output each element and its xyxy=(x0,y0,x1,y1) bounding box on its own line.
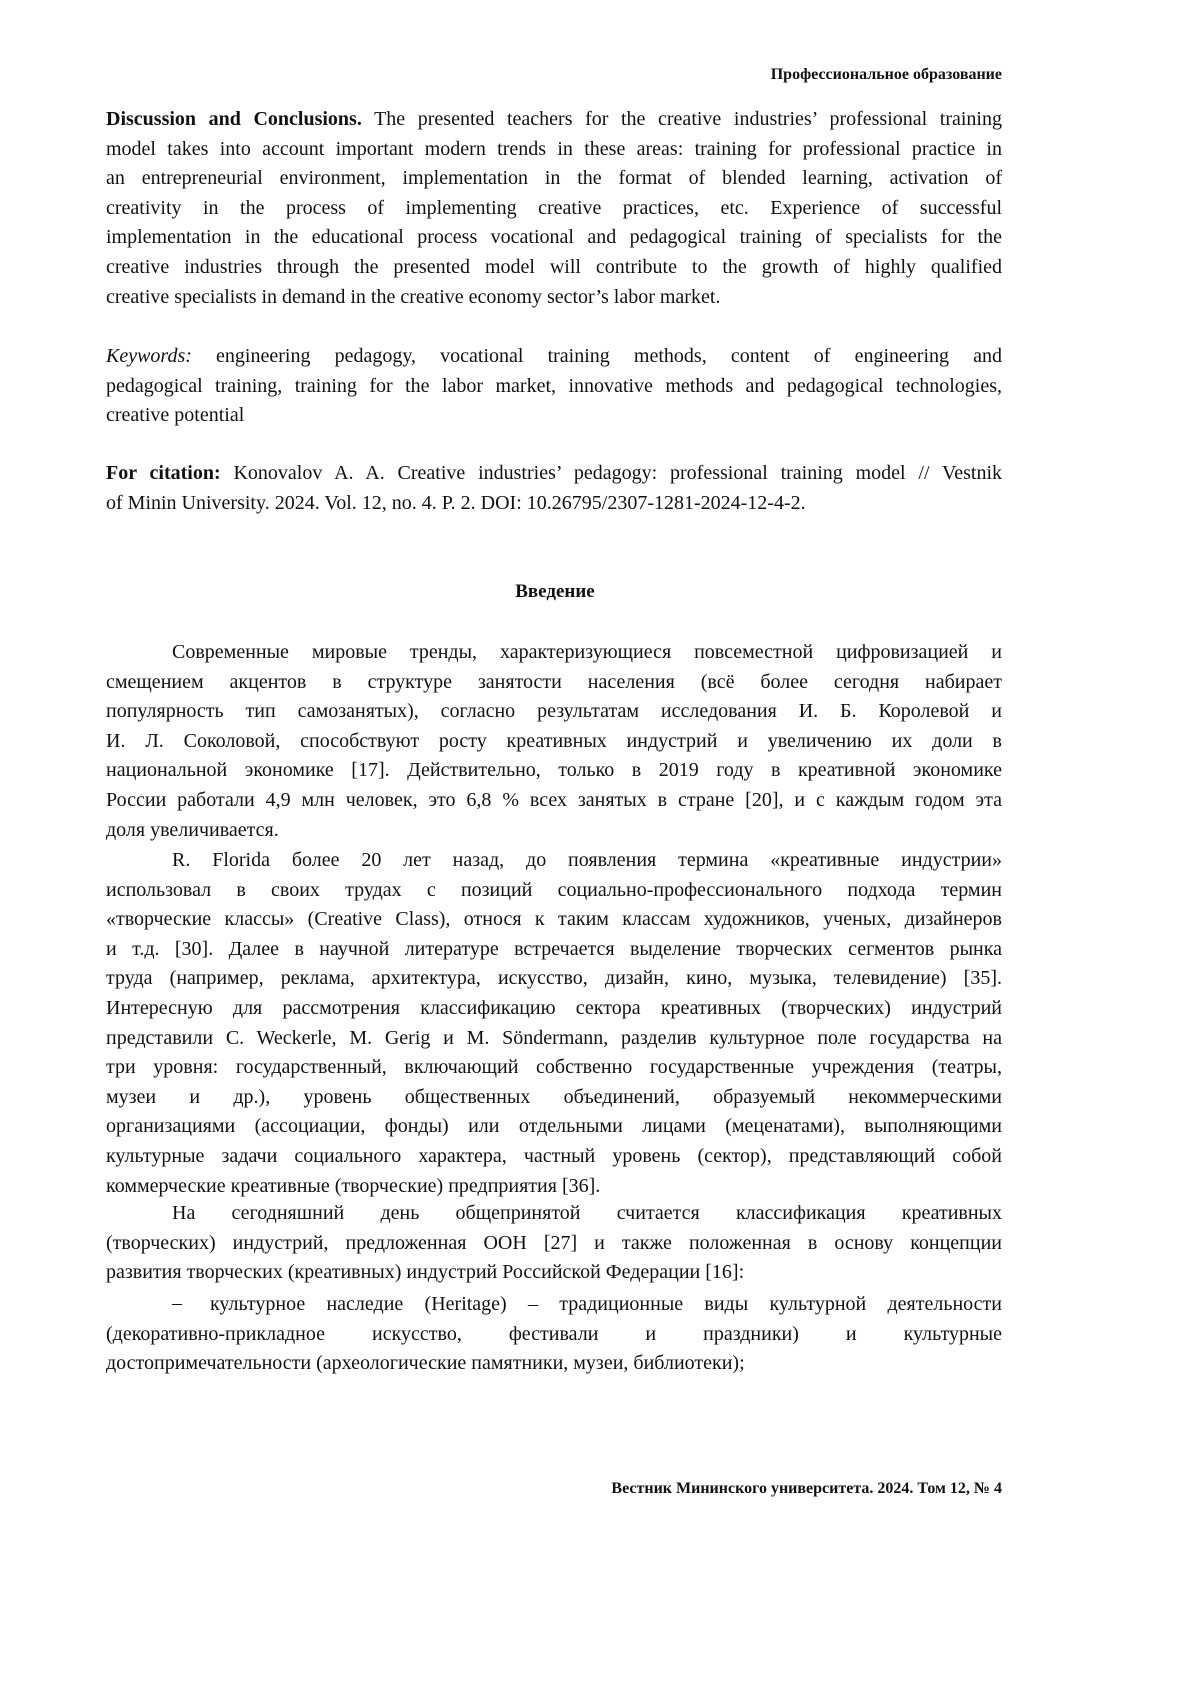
abstract-line xyxy=(106,285,1002,309)
paragraph-text: культурные задачи социального характера, частный уровень (сектор), представляющий собой xyxy=(106,1145,1002,1167)
paragraph-line xyxy=(106,818,1002,842)
paragraph-text: коммерческие креативные (творческие) предприятия [36]. xyxy=(106,1174,601,1197)
abstract-lead: Discussion and Conclusions. xyxy=(106,108,362,130)
bullet-marker: – xyxy=(172,1292,182,1314)
paragraph-line xyxy=(106,1085,1002,1109)
paragraph-line xyxy=(106,1055,1002,1079)
keywords-line xyxy=(106,344,1002,368)
paragraph-line xyxy=(106,878,1002,902)
bullet-line xyxy=(106,1322,1002,1346)
paragraph-text: национальной экономике [17]. Действительно, только в 2019 году в креативной экономике xyxy=(106,759,1002,782)
paragraph-line xyxy=(172,640,1002,664)
paragraph-text: доля увеличивается. xyxy=(106,818,279,841)
bullet-line xyxy=(106,1351,1002,1375)
keywords-lead: Keywords: xyxy=(106,345,192,367)
paragraph-line xyxy=(106,729,1002,753)
keywords-line xyxy=(106,403,1002,427)
bullet-text: достопримечательности (археологические памятники, музеи, библиотеки); xyxy=(106,1352,745,1375)
paragraph-line xyxy=(106,1144,1002,1168)
abstract-line xyxy=(106,107,1002,131)
abstract-line xyxy=(106,137,1002,161)
paragraph-line xyxy=(106,670,1002,694)
paragraph-line xyxy=(172,848,1002,872)
paragraph-line xyxy=(106,966,1002,990)
paragraph-text: развития творческих (креативных) индустрий Российской Федерации [16]: xyxy=(106,1261,745,1284)
abstract-text: implementation in the educational process vocational and pedagogical training of specialists for the xyxy=(106,226,1002,249)
paragraph-text: смещением акцентов в структуре занятости населения (всё более сегодня набирает xyxy=(106,670,1002,693)
paragraph-text: Интересную для рассмотрения классификацию сектора креативных (творческих) индустрий xyxy=(106,997,1002,1019)
paragraph-text: популярность тип самозанятых), согласно результатам исследования И. Б. Королевой и xyxy=(106,700,1002,723)
paragraph-line xyxy=(106,1026,1002,1050)
paragraph-text: (творческих) индустрий, предложенная ООН [27] и также положенная в основу концепции xyxy=(106,1231,1002,1254)
paragraph-line xyxy=(106,996,1002,1020)
keywords-text: engineering pedagogy, vocational training methods, content of engineering and xyxy=(191,345,1002,367)
paragraph-line xyxy=(106,937,1002,961)
abstract-text: creative industries through the presented model will contribute to the growth of highly qualified xyxy=(106,256,1002,278)
paragraph-line xyxy=(106,1260,1002,1284)
bullet-line xyxy=(210,1292,1002,1316)
paragraph-line xyxy=(106,1174,1002,1198)
paragraph-text: На сегодняшний день общепринятой считается классификация креативных xyxy=(172,1202,1002,1224)
citation-text: of Minin University. 2024. Vol. 12, no. 4. P. 2. DOI: 10.26795/2307-1281-2024-12-4-2. xyxy=(106,491,806,514)
paragraph-line xyxy=(172,1201,1002,1225)
paragraph-line xyxy=(106,1231,1002,1255)
abstract-text: an entrepreneurial environment, implementation in the format of blended learning, activation of xyxy=(106,167,1002,190)
abstract-line xyxy=(106,225,1002,249)
paragraph-text: три уровня: государственный, включающий собственно государственные учреждения (театры, xyxy=(106,1056,1002,1079)
running-footer: Вестник Мининского университета. 2024. Том 12, № 4 xyxy=(611,1480,1002,1497)
keywords-text: pedagogical training, training for the labor market, innovative methods and pedagogical technologies, xyxy=(106,374,1002,397)
abstract-line xyxy=(106,255,1002,279)
abstract-line xyxy=(106,196,1002,220)
citation-line xyxy=(106,491,1002,515)
running-header: Профессиональное образование xyxy=(770,66,1002,83)
abstract-text: creativity in the process of implementing creative practices, etc. Experience of successful xyxy=(106,196,1002,219)
paragraph-text: труда (например, реклама, архитектура, искусство, дизайн, кино, музыка, телевидение) [35]. xyxy=(106,967,1002,990)
paragraph-line xyxy=(106,907,1002,931)
paragraph-line xyxy=(106,788,1002,812)
abstract-line xyxy=(106,166,1002,190)
paragraph-line xyxy=(106,699,1002,723)
keywords-line xyxy=(106,374,1002,398)
citation-lead: For citation: xyxy=(106,462,221,484)
paragraph-text: и т.д. [30]. Далее в научной литературе встречается выделение творческих сегментов рынка xyxy=(106,937,1002,960)
paragraph-text: музеи и др.), уровень общественных объединений, образуемый некоммерческими xyxy=(106,1085,1002,1108)
citation-text: Konovalov A. A. Creative industries’ pedagogy: professional training model // Vestnik xyxy=(220,462,1003,484)
abstract-text: The presented teachers for the creative industries’ professional training xyxy=(361,108,1002,130)
paragraph-text: Современные мировые тренды, характеризующиеся повсеместной цифровизацией и xyxy=(172,641,1002,663)
paragraph-text: представили C. Weckerle, M. Gerig и M. Söndermann, разделив культурное поле государства на xyxy=(106,1026,1002,1049)
section-title: Введение xyxy=(515,581,595,602)
paragraph-line xyxy=(106,758,1002,782)
bullet-text: культурное наследие (Heritage) – традиционные виды культурной деятельности xyxy=(210,1293,1002,1315)
paragraph-line xyxy=(106,1114,1002,1138)
paragraph-text: организациями (ассоциации, фонды) или отдельными лицами (меценатами), выполняющими xyxy=(106,1115,1002,1138)
abstract-text: model takes into account important modern trends in these areas: training for professional practice in xyxy=(106,137,1002,160)
abstract-text: creative specialists in demand in the creative economy sector’s labor market. xyxy=(106,285,721,308)
paragraph-text: «творческие классы» (Creative Class), относя к таким классам художников, ученых, дизайнеров xyxy=(106,908,1002,931)
citation-line xyxy=(106,461,1002,485)
paragraph-text: И. Л. Соколовой, способствуют росту креативных индустрий и увеличению их доли в xyxy=(106,729,1002,752)
keywords-text: creative potential xyxy=(106,404,245,427)
paragraph-text: R. Florida более 20 лет назад, до появления термина «креативные индустрии» xyxy=(172,849,1002,871)
paragraph-text: использовал в своих трудах с позиций социально-профессионального подхода термин xyxy=(106,878,1002,901)
paragraph-text: России работали 4,9 млн человек, это 6,8 % всех занятых в стране [20], и с каждым годом эта xyxy=(106,789,1002,811)
bullet-text: (декоративно-прикладное искусство, фестивали и праздники) и культурные xyxy=(106,1322,1002,1345)
